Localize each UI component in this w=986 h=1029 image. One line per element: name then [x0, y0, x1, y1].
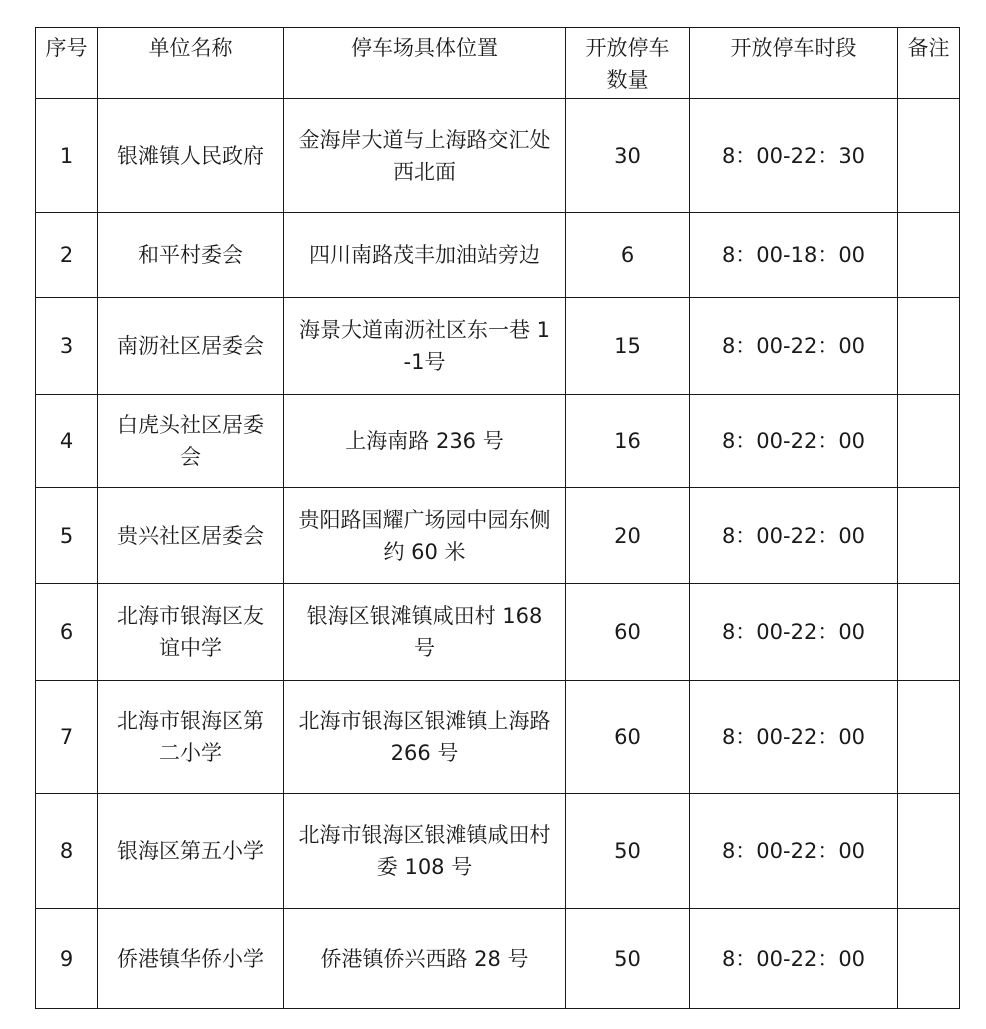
table-row — [36, 584, 960, 681]
cell-note — [898, 681, 960, 794]
cell-unit: 侨港镇华侨小学 — [98, 909, 284, 1009]
cell-seq: 7 — [36, 681, 98, 794]
table-row — [36, 681, 960, 794]
table-body — [36, 99, 960, 1009]
cell-unit: 和平村委会 — [98, 213, 284, 298]
table-row — [36, 488, 960, 584]
cell-seq: 8 — [36, 794, 98, 909]
cell-unit: 北海市银海区第二小学 — [98, 681, 284, 794]
cell-count: 60 — [566, 584, 690, 681]
cell-unit: 白虎头社区居委会 — [98, 395, 284, 488]
header-unit: 单位名称 — [98, 28, 284, 99]
cell-seq: 6 — [36, 584, 98, 681]
cell-hours: 8：00-22：30 — [690, 99, 898, 213]
table-row — [36, 909, 960, 1009]
cell-location: 海景大道南沥社区东一巷 1-1号 — [284, 298, 566, 395]
header-hours: 开放停车时段 — [690, 28, 898, 99]
cell-seq: 4 — [36, 395, 98, 488]
cell-hours: 8：00-22：00 — [690, 584, 898, 681]
cell-location: 北海市银海区银滩镇上海路 266 号 — [284, 681, 566, 794]
cell-hours: 8：00-22：00 — [690, 794, 898, 909]
cell-seq: 5 — [36, 488, 98, 584]
cell-count: 60 — [566, 681, 690, 794]
cell-unit: 银滩镇人民政府 — [98, 99, 284, 213]
cell-note — [898, 488, 960, 584]
cell-hours: 8：00-22：00 — [690, 909, 898, 1009]
cell-hours: 8：00-22：00 — [690, 298, 898, 395]
parking-table — [35, 27, 960, 1009]
cell-note — [898, 298, 960, 395]
table-header — [36, 28, 960, 99]
cell-hours: 8：00-18：00 — [690, 213, 898, 298]
cell-count: 16 — [566, 395, 690, 488]
cell-seq: 2 — [36, 213, 98, 298]
table-row — [36, 298, 960, 395]
cell-count: 6 — [566, 213, 690, 298]
cell-note — [898, 584, 960, 681]
cell-hours: 8：00-22：00 — [690, 681, 898, 794]
cell-note — [898, 909, 960, 1009]
cell-note — [898, 395, 960, 488]
cell-unit: 贵兴社区居委会 — [98, 488, 284, 584]
cell-location: 金海岸大道与上海路交汇处西北面 — [284, 99, 566, 213]
cell-count: 50 — [566, 909, 690, 1009]
table-row — [36, 99, 960, 213]
cell-seq: 3 — [36, 298, 98, 395]
cell-hours: 8：00-22：00 — [690, 395, 898, 488]
table-row — [36, 213, 960, 298]
cell-hours: 8：00-22：00 — [690, 488, 898, 584]
header-location: 停车场具体位置 — [284, 28, 566, 99]
header-seq: 序号 — [36, 28, 98, 99]
cell-note — [898, 213, 960, 298]
cell-seq: 1 — [36, 99, 98, 213]
cell-location: 北海市银海区银滩镇咸田村委 108 号 — [284, 794, 566, 909]
table-row — [36, 395, 960, 488]
cell-unit: 南沥社区居委会 — [98, 298, 284, 395]
table-row — [36, 794, 960, 909]
cell-note — [898, 99, 960, 213]
cell-count: 20 — [566, 488, 690, 584]
cell-seq: 9 — [36, 909, 98, 1009]
cell-count: 15 — [566, 298, 690, 395]
cell-location: 贵阳路国耀广场园中园东侧约 60 米 — [284, 488, 566, 584]
header-count: 开放停车数量 — [566, 28, 690, 99]
cell-count: 30 — [566, 99, 690, 213]
cell-location: 银海区银滩镇咸田村 168 号 — [284, 584, 566, 681]
header-row — [36, 28, 960, 99]
cell-note — [898, 794, 960, 909]
header-note: 备注 — [898, 28, 960, 99]
cell-location: 四川南路茂丰加油站旁边 — [284, 213, 566, 298]
cell-unit: 银海区第五小学 — [98, 794, 284, 909]
cell-location: 侨港镇侨兴西路 28 号 — [284, 909, 566, 1009]
cell-unit: 北海市银海区友谊中学 — [98, 584, 284, 681]
cell-location: 上海南路 236 号 — [284, 395, 566, 488]
cell-count: 50 — [566, 794, 690, 909]
